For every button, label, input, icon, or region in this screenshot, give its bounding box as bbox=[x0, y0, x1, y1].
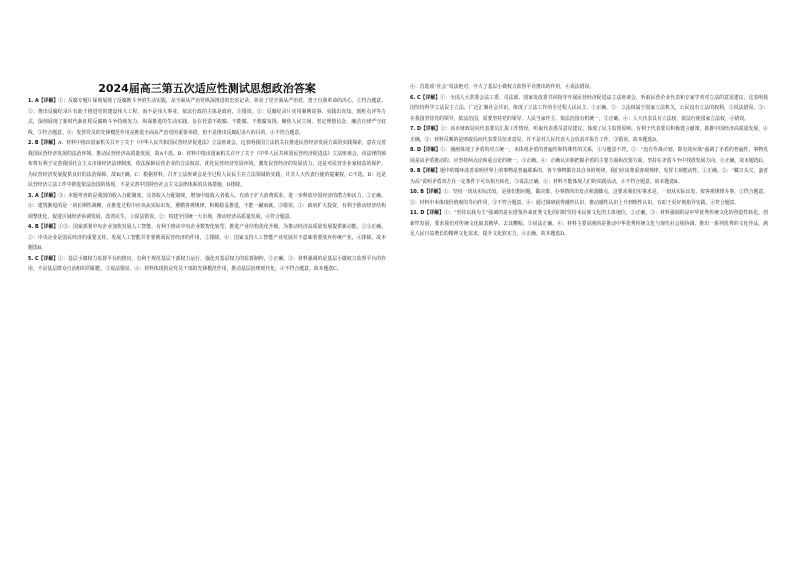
answer-paragraph bbox=[28, 222, 386, 254]
answer-paragraph bbox=[28, 96, 386, 138]
answer-paragraph bbox=[28, 138, 386, 191]
answer-text: A：材料中指出国家机关召开了关于《中华人民共和国民营经济促进法》立法座谈会，这表明我国立法机关在推进民营经济发展方面的实践探索，意在完善我国民营经济发展的法治环境，推动民营经济高质量发展，故A不选。B：材料中指出国家机关召开了关于《中华人民共和国民营经济促进法》立法座谈会，该法律的颁布将有利于完善我国社会主义市场经济法律制度，依法保障民营企业的合法权益，优化民营经济发展环境，激发民营经济的发展活力，这是对民营企业家权益的保护，为民营经济发展提供良好的法治保障，故B正确。C：根据材料，召开立法座谈会是全过程人民民主在立法领域的实践，并非人大代表行使的提案权，C不选。D：这是民营经济立法工作中推进依法治国的体现，不是完善中国特色社会主义法律体系的具体措施，D排除。 bbox=[28, 140, 386, 188]
answer-text: ①：全国人大常委会法工委、司法部、国家发改委共同指导开展民营经济促进法立法座谈会，听取民营企业代表和专家学者对立法的意见建议，这表明我国坚持科学立法民主立法，广泛汇聚社会共识，体现了立法工作的全过程人民民主，①正确。②：立法权属于国家立法机关，公民没有立法的权利，②说法错误。③：在我国坚持党的领导，依法治国，需要坚持党的领导、人民当家作主、依法治国有机统一，③正确。④：人大代表具有立法权，依法行使国家立法权，④错误。 bbox=[410, 94, 769, 122]
answer-paragraph bbox=[410, 166, 768, 187]
answer-number: 3. A【详解】 bbox=[28, 192, 59, 199]
answer-paragraph bbox=[410, 208, 768, 240]
answer-number: 10. B【详解】 bbox=[410, 189, 444, 195]
left-column bbox=[28, 76, 386, 275]
document-title: 2024届高三第五次适应性测试思想政治答案 bbox=[98, 82, 316, 95]
answer-paragraph bbox=[28, 254, 386, 275]
answer-number: 8. D【详解】 bbox=[410, 147, 441, 153]
answer-paragraph bbox=[410, 93, 768, 125]
answer-number: 9. B【详解】 bbox=[410, 168, 441, 174]
answer-number: 5. C【详解】 bbox=[28, 255, 59, 262]
answer-text: ③：本题考查的是我国的收入分配制度，完善收入分配制度，增加中低收入者收入，有助于扩大消费需求，进一步释放中国经济的潜力和活力，②正确。④：建筑渐进的是一项长期性战略，在推进过程中应该从实际出发，遵循客观规律，积极稳妥推进，不能一蹴而就，③错误。①：政府扩大投资，有利于推动经济结构调整优化，促进区域经济协调发展，改善民生，①说法错误。②：构建全国统一大市场，推动经济高质量发展，④符合题意。 bbox=[28, 192, 386, 220]
answer-text: ①：漫画体现了矛盾的对立统一，未体现矛盾的普遍性和特殊性的关系，①与题意不符。②：“没有作战计划，即有效应战”强调了矛盾的普遍性，事物发展是由矛盾推动的，应坚持两点论和重点论的统一，③正确。④：正确认识和把握矛盾的主要方面和次要方面，坚持在矛盾斗争中找准发展方向，④正确。故本题选D。 bbox=[410, 147, 768, 164]
right-column bbox=[410, 82, 768, 240]
answer-text: 题中的循环改善说明世界上的事物是普遍联系的，各个事物都有其自身的规律，我们应该尊重客观规律，发挥主观能动性，①正确。②：“藏日头欠，蛮者为高”说明矛盾双方在一定条件下可以相互转化，③说法正确。④：材料不能体现人们的实践活动，④不符合题意。故本题选B。 bbox=[410, 168, 769, 185]
answer-number: 7. D【详解】 bbox=[410, 126, 441, 132]
right-column-body bbox=[410, 82, 768, 240]
answer-paragraph bbox=[28, 191, 386, 223]
answer-number: 1. A【详解】 bbox=[28, 98, 59, 104]
answer-paragraph bbox=[410, 124, 768, 145]
answer-text: ①：基层小微权力监督平台的推出，有利于规范基层干部权力运行，强化对基层权力的监督制约，②正确。③：材料强调的是基层小微权力监督平台的作用，不是基层群众自治组织的职能，③说法错误。④：材料体现的是党员干部的先锋模范作用，推动基层治理现代化，④不符合题意。故本题选C。 bbox=[28, 255, 387, 272]
answer-number: 4. B【详解】 bbox=[28, 224, 59, 230]
answer-number: 6. C【详解】 bbox=[410, 94, 441, 101]
answer-text: ④：首选项“社会”说法绝对，夸大了基层小微权力监督平台推出的作用，④说法错误。 bbox=[410, 84, 595, 90]
answer-number: 11. D【详解】 bbox=[410, 210, 445, 216]
answer-paragraph bbox=[410, 145, 768, 166]
answer-text: ①：反腐专题片深刻展现了反腐败斗争的生动实践，是全面从严治党纵深推进的忠实记录，彰显了党全面从严治党、勇于自我革命的决心，②符合题意。②：推出反腐纪录片有助于推进党的建设伟大工程，而不是伟大事业，依法行政的主体是政府，③错误。③：反腐纪录片实用案例说事、实践出真知，剖析点评等方式，深刻展现了新时代新征程反腐败斗争持续发力、纵深推进的生动实践，旨在营造不敢腐、不能腐、不想腐氛围，聚焦人民立场，坚定理想信念，廉洁自律严守底线，③符合题意。④：发挥党员的先锋模范作用是推进全面从严治党的重要举措，但不是推出反腐纪录片的目的，④不符合题意。 bbox=[28, 98, 386, 136]
answer-text: ①：该市财政局向代表委员汇报工作情况，听取代表委员意见建议，体现了民主监督原则，有利于代表委员积极建言献策，助推中国经济高质量发展，④正确。③：材料反映的是财政局向代表委员征求意见，并不是对人民代表大会负责并报告工作，③错误。故本题选D。 bbox=[410, 126, 768, 143]
answer-text: ①：坚持一切从实际出发，是我们想问题、做决策、办事情的出发点和落脚点，这要求我们实事求是，一切从实际出发，按客观规律办事，②符合题意。③：材料中未体现价值观的导向作用，③不符合题意。④：通过调研获得感性认识，推动感性认识上升到理性认识，有助于更好地指导实践，④符合题意。 bbox=[410, 189, 769, 206]
answer-number: 2. B【详解】 bbox=[28, 140, 58, 146]
answer-paragraph bbox=[410, 187, 768, 208]
answer-paragraph bbox=[410, 82, 768, 93]
left-column-body bbox=[28, 96, 386, 275]
answer-text: ①：“坚持以我为主”强调的是在借鉴外来优秀文化的同时坚持本民族文化的主体地位，②正确。③：材料强调的是中华优秀传统文化的创造性转化、创新性发展，要求我们对传统文化取其精华、去其糟粕，③说法正确。④：材料主要说明的是推动中华优秀传统文化与现代社会相协调，推出一系列优秀的文化作品，满足人民日益增长的精神文化需求，提升文化软实力，④正确。故本题选D。 bbox=[410, 210, 768, 237]
answer-text: ①③：国家部署中央企业加快发展人工智能，有利于推动中央企业数智化转型，推进产业结构优化升级，为推动经济高质量发展提供新动能，①③正确。②：中央企业是国民经济的重要支柱，发展人工智能并非要削弱民营经济的作用，②排除。④：国家支持人工智能产业发展并不意味着要放弃传统产业，④排除。故本题选B。 bbox=[28, 224, 387, 251]
